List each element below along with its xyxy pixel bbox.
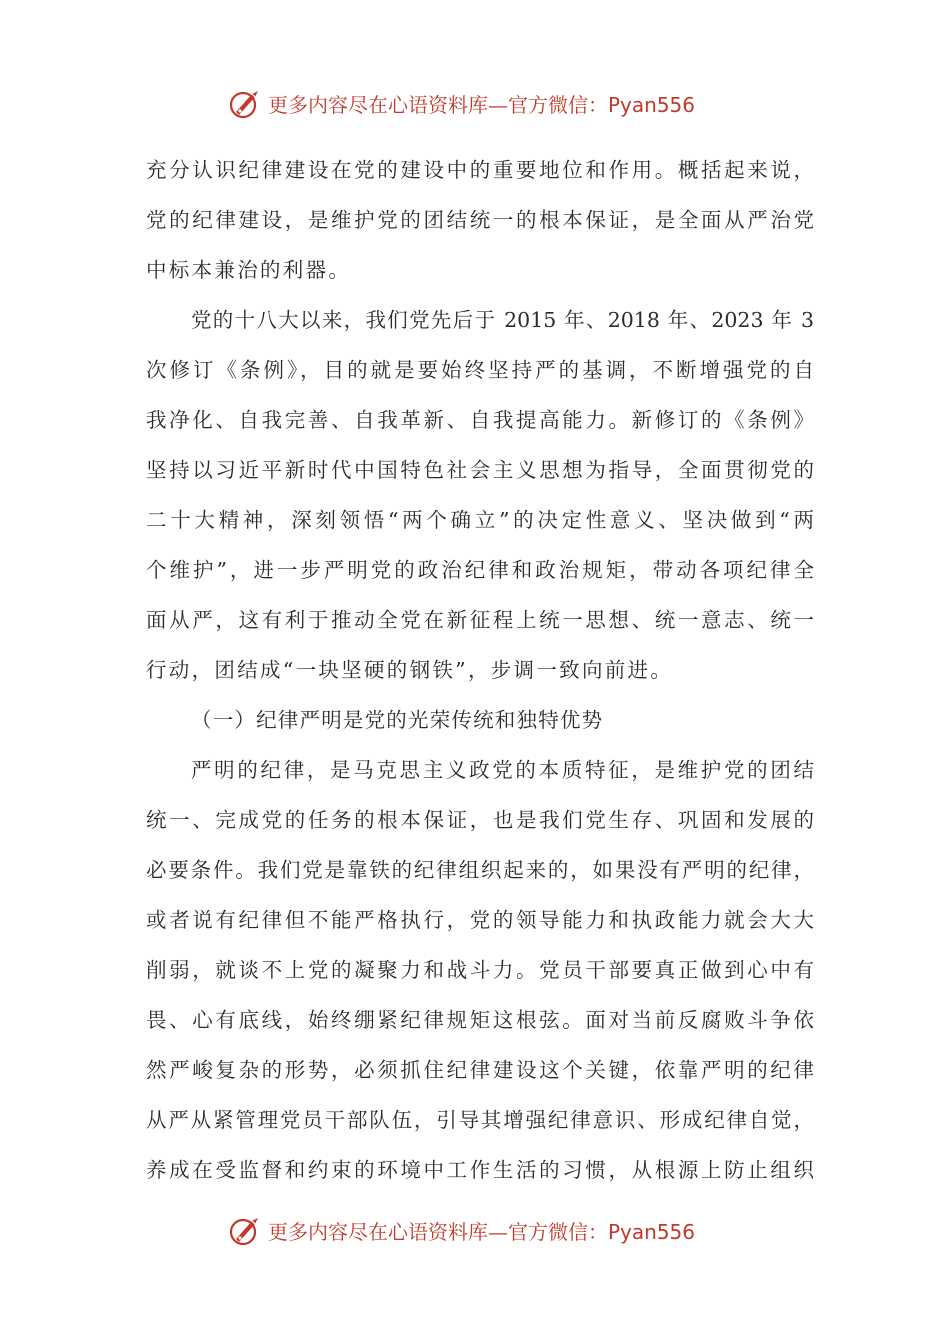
text-line: 次修订《条例》，目的就是要始终坚持严的基调，不断增强党的自 [146,358,814,382]
document-body [146,145,814,1195]
footer-watermark [228,1212,748,1248]
text-line: 必要条件。我们党是靠铁的纪律组织起来的，如果没有严明的纪律， [146,858,814,882]
watermark-text: 更多内容尽在心语资料库—官方微信：Pyan556 [268,92,696,117]
text-line: 我净化、自我完善、自我革新、自我提高能力。新修订的《条例》 [146,408,814,432]
text-line: 面从严，这有利于推动全党在新征程上统一思想、统一意志、统一 [146,608,814,632]
watermark-text: 更多内容尽在心语资料库—官方微信：Pyan556 [268,1219,696,1244]
text-line: 畏、心有底线，始终绷紧纪律规矩这根弦。面对当前反腐败斗争依 [146,1008,814,1032]
text-line: 行动，团结成“一块坚硬的钢铁”，步调一致向前进。 [146,658,674,682]
section-heading: （一）纪律严明是党的光荣传统和独特优势 [191,708,604,732]
text-line: 个维护”，进一步严明党的政治纪律和政治规矩，带动各项纪律全 [146,558,814,582]
text-line: 从严从紧管理党员干部队伍，引导其增强纪律意识、形成纪律自觉， [146,1108,814,1132]
header-watermark [228,85,748,121]
text-line: 或者说有纪律但不能严格执行，党的领导能力和执政能力就会大大 [146,908,814,932]
text-line: 统一、完成党的任务的根本保证，也是我们党生存、巩固和发展的 [146,808,814,832]
pen-nib-logo-icon [228,85,264,121]
text-line: 削弱，就谈不上党的凝聚力和战斗力。党员干部要真正做到心中有 [146,958,814,982]
paragraph-first-line: 严明的纪律，是马克思主义政党的本质特征，是维护党的团结 [191,758,814,782]
pen-nib-logo-icon [228,1212,264,1248]
text-line: 养成在受监督和约束的环境中工作生活的习惯，从根源上防止组织 [146,1158,814,1182]
text-line: 坚持以习近平新时代中国特色社会主义思想为指导，全面贯彻党的 [146,458,814,482]
text-line: 二十大精神，深刻领悟“两个确立”的决定性意义、坚决做到“两 [146,508,814,532]
text-line: 充分认识纪律建设在党的建设中的重要地位和作用。概括起来说， [146,158,814,182]
text-line: 然严峻复杂的形势，必须抓住纪律建设这个关键，依靠严明的纪律 [146,1058,814,1082]
paragraph-first-line: 党的十八大以来，我们党先后于 2015 年、2018 年、2023 年 3 [191,308,814,332]
text-line: 中标本兼治的利器。 [146,258,352,282]
text-line: 党的纪律建设，是维护党的团结统一的根本保证，是全面从严治党 [146,208,814,232]
